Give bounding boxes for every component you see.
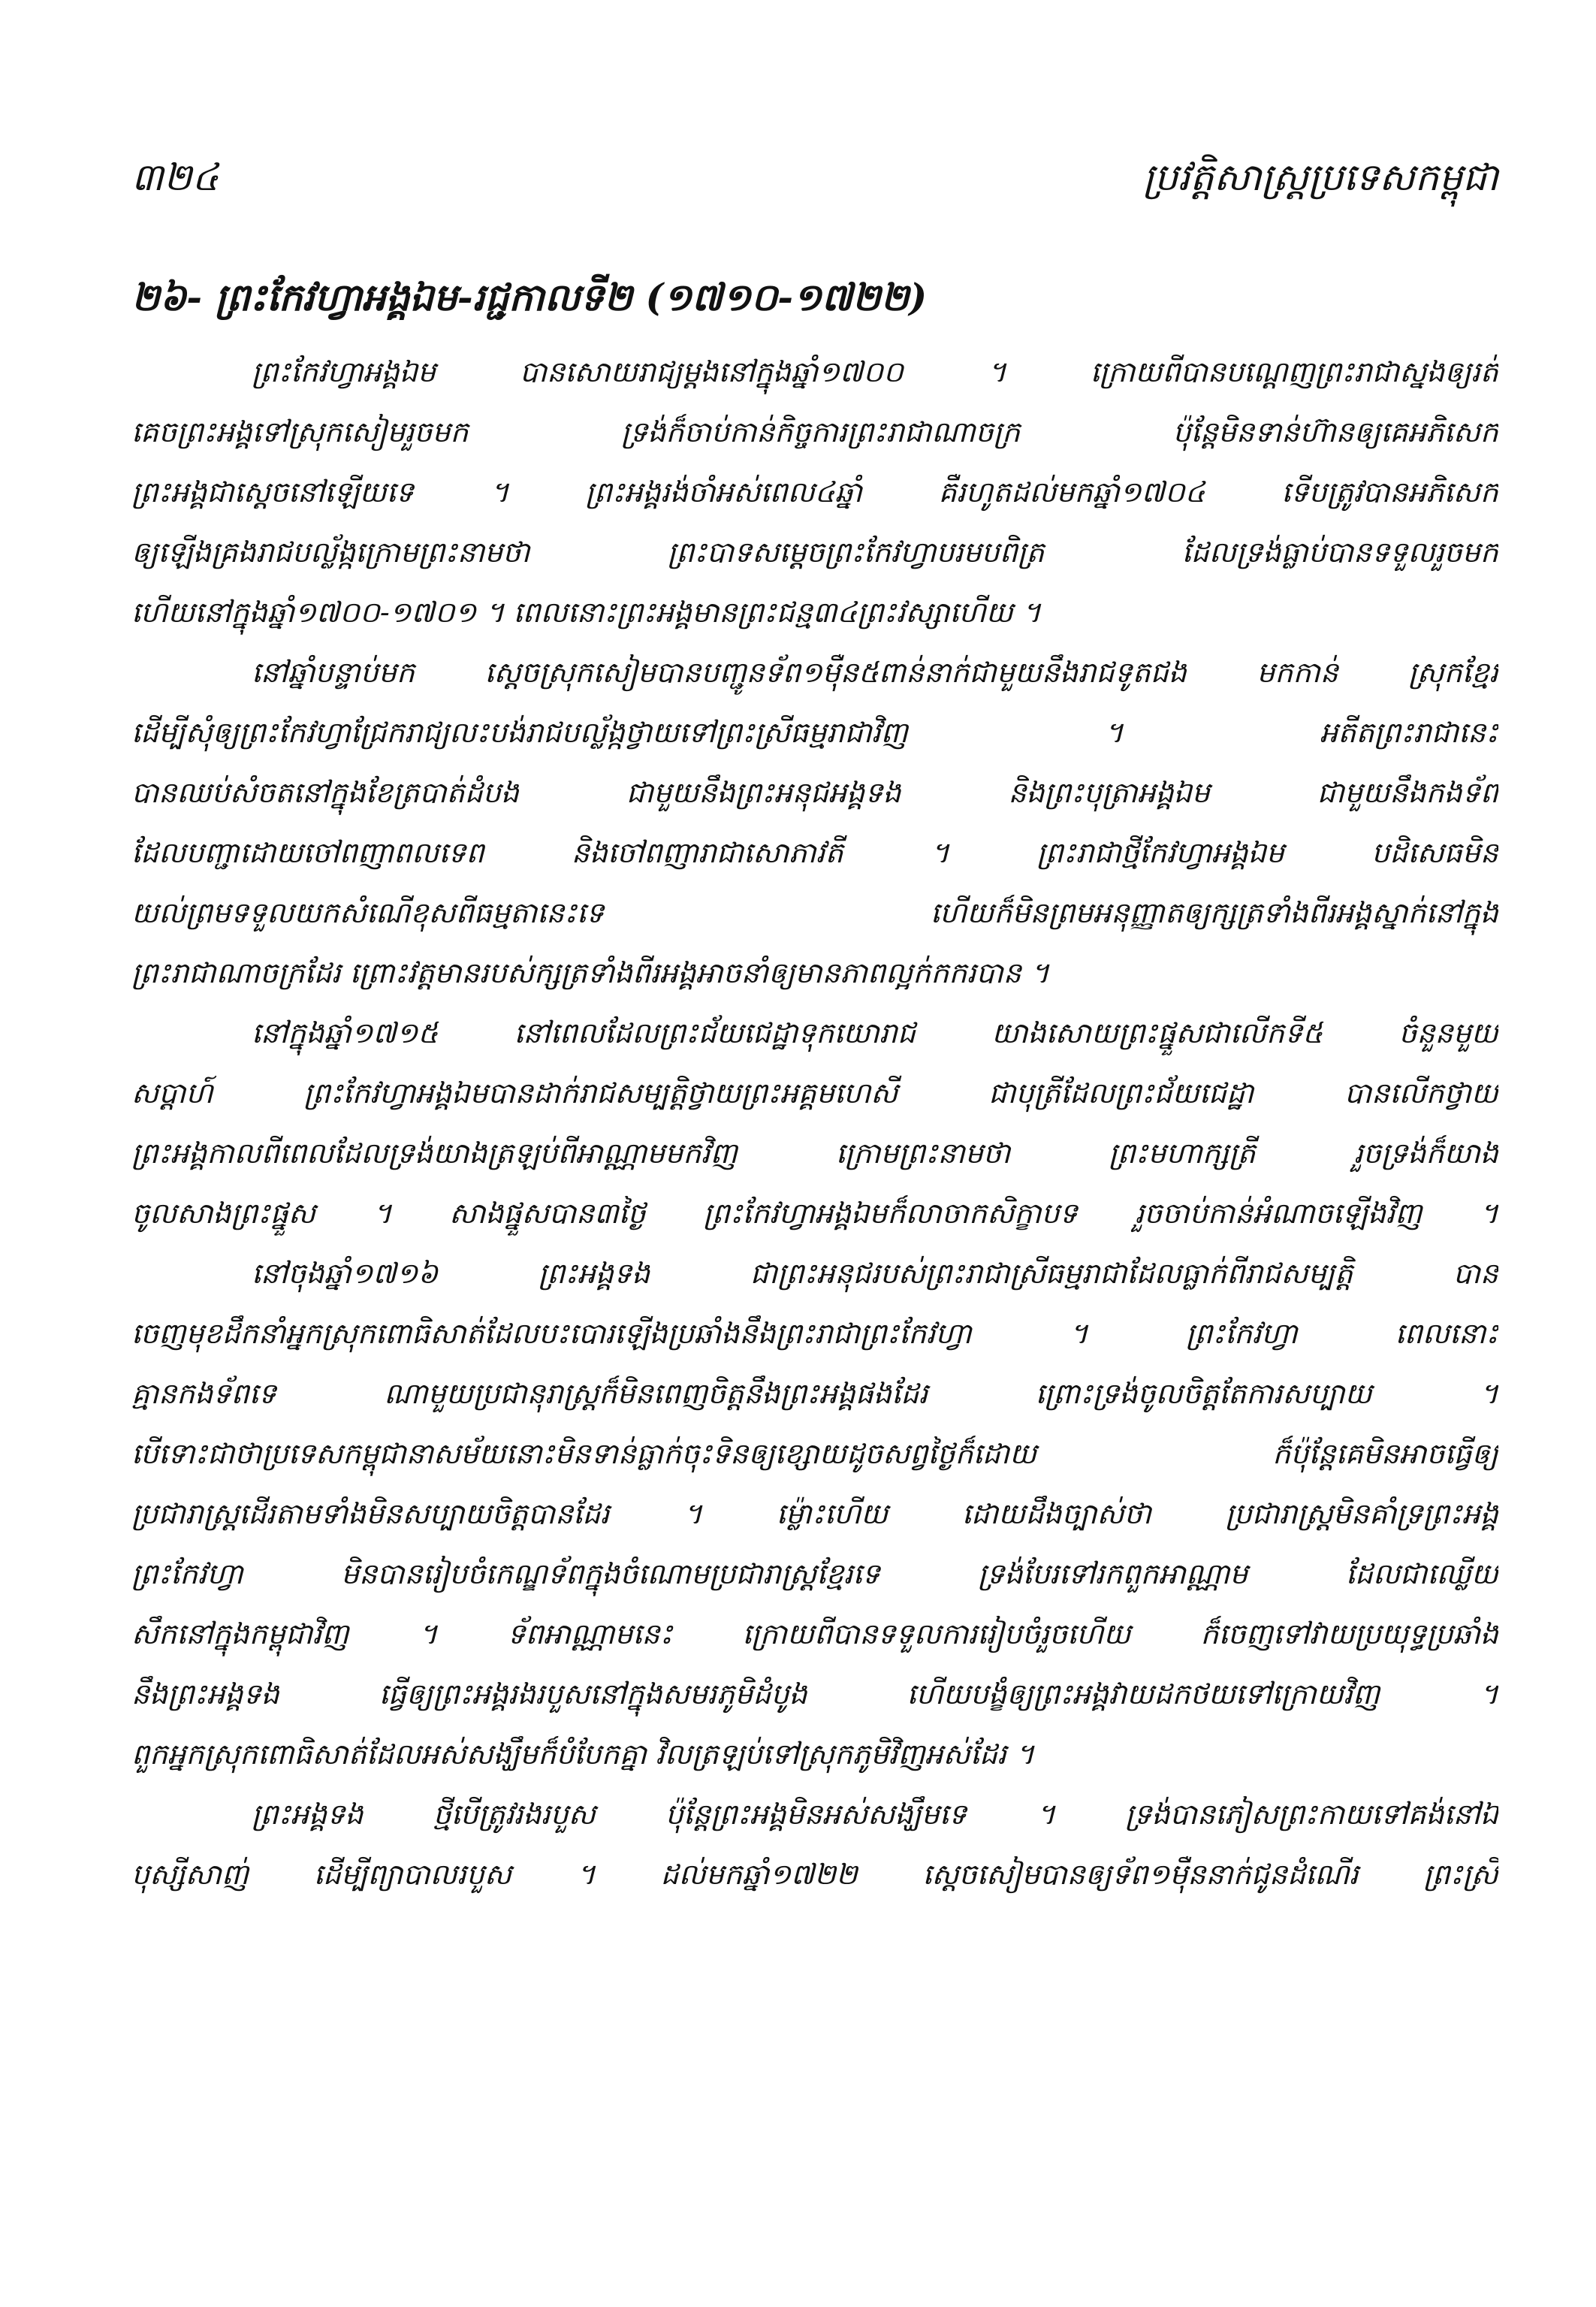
page-number: ៣២៤ [131,156,219,199]
text-line: នៅក្នុងឆ្នាំ១៧១៥ នៅពេលដែលព្រះជ័យជេដ្ឋាទុកយោរាជ យាងសោយព្រះផ្នួសជាលើកទី៥ ចំនួនមួយ [252,1016,1498,1049]
text-line: ចូលសាងព្រះផ្នួស ។ សាងផ្នួសបាន៣ថ្ងៃ ព្រះកែវហ្វាអង្គឯមក៏លាចាកសិក្ខាបទ រួចចាប់កាន់អំណាចឡើងវិញ ។ [131,1197,1498,1230]
text-line: សប្ដាហ៍ ព្រះកែវហ្វាអង្គឯមបានដាក់រាជសម្បត្តិថ្វាយព្រះអគ្គមហេសី ជាបុត្រីដែលព្រះជ័យជេដ្ឋា បានលើកថ្វាយ [131,1076,1498,1110]
text-line: ឲ្យឡើងគ្រងរាជបល្ល័ង្កក្រោមព្រះនាមថា ព្រះបាទសម្ដេចព្រះកែវហ្វាបរមបពិត្រ ដែលទ្រង់ធ្លាប់បានទទួលរួចមក [131,536,1498,569]
text-line: ព្រះកែវហ្វាអង្គឯម បានសោយរាជ្យម្ដងនៅក្នុងឆ្នាំ១៧០០ ។ ក្រោយពីបានបណ្ដេញព្រះរាជាស្នងឲ្យរត់ [252,355,1498,388]
text-line: ព្រះរាជាណាចក្រដែរ ព្រោះវត្តមានរបស់ក្សត្រទាំងពីរអង្គអាចនាំឲ្យមានភាពល្អក់កករបាន ។ [131,956,1050,989]
text-line: ពួកអ្នកស្រុកពោធិសាត់ដែលអស់សង្ឃឹមក៏បំបែកគ្នា វិលត្រឡប់ទៅស្រុកភូមិវិញអស់ដែរ ។ [131,1738,1035,1771]
text-line: នៅឆ្នាំបន្ទាប់មក ស្ដេចស្រុកសៀមបានបញ្ជូនទ័ព១ម៉ឺន៥ពាន់នាក់ជាមួយនឹងរាជទូតជង មកកាន់ ស្រុកខ្មែរ [252,656,1498,689]
book-title: ប្រវត្តិសាស្ត្រប្រទេសកម្ពុជា [1142,156,1498,199]
text-line: សឹកនៅក្នុងកម្ពុជាវិញ ។ ទ័ពអាណ្ណាមនេះ ក្រោយពីបានទទួលការរៀបចំរួចហើយ ក៏ចេញទៅវាយប្រយុទ្ធប្រឆាំង [131,1617,1498,1650]
text-line: ប្រជារាស្ត្រដើរតាមទាំងមិនសប្បាយចិត្តបានដែរ ។ ម្ល៉ោះហើយ ដោយដឹងច្បាស់ថា ប្រជារាស្ត្រមិនគាំទ្រព្រះអង្គ [131,1497,1498,1530]
text-line: បុស្សីសាញ់ ដើម្បីព្យាបាលរបួស ។ ដល់មកឆ្នាំ១៧២២ ស្ដេចសៀមបានឲ្យទ័ព១ម៉ឺននាក់ជូនដំណើរ ព្រះស្រី [131,1858,1498,1891]
running-header [131,154,1498,214]
text-line: បើទោះជាថាប្រទេសកម្ពុជានាសម័យនោះមិនទាន់ធ្លាក់ចុះទិនឲ្យខ្សោយដូចសព្វថ្ងៃក៏ដោយ ក៏ប៉ុន្តែគេមិនអាចធ្វើឲ្យ [131,1437,1498,1470]
text-line: ដែលបញ្ជាដោយចៅពញាពលទេព និងចៅពញារាជាសោភាវតី ។ ព្រះរាជាថ្មីកែវហ្វាអង្គឯម បដិសេធមិន [131,836,1498,869]
text-line: គេចព្រះអង្គទៅស្រុកសៀមរួចមក ទ្រង់ក៏ចាប់កាន់កិច្ចការព្រះរាជាណាចក្រ ប៉ុន្តែមិនទាន់ហ៊ានឲ្យគេអភិសេក [131,415,1498,448]
text-line: បានឈប់សំចតនៅក្នុងខែត្របាត់ដំបង ជាមួយនឹងព្រះអនុជអង្គទង និងព្រះបុត្រាអង្គឯម ជាមួយនឹងកងទ័ព [131,776,1498,809]
text-line: ព្រះអង្គកាលពីពេលដែលទ្រង់យាងត្រឡប់ពីអាណ្ណាមមកវិញ ក្រោមព្រះនាមថា ព្រះមហាក្សត្រី រួចទ្រង់ក៏យាង [131,1137,1498,1170]
text-line: ព្រះអង្គជាស្ដេចនៅឡើយទេ ។ ព្រះអង្គរង់ចាំអស់ពេល៤ឆ្នាំ គឺរហូតដល់មកឆ្នាំ១៧០៤ ទើបត្រូវបានអភិសេក [131,476,1498,509]
text-line: ចេញមុខដឹកនាំអ្នកស្រុកពោធិសាត់ដែលបះបោរឡើងប្រឆាំងនឹងព្រះរាជាព្រះកែវហ្វា ។ ព្រះកែវហ្វា ពេលនោះ [131,1317,1498,1350]
text-line: នឹងព្រះអង្គទង ធ្វើឲ្យព្រះអង្គរងរបួសនៅក្នុងសមរភូមិដំបូង ហើយបង្ខំឲ្យព្រះអង្គវាយដកថយទៅក្រោយវិញ ។ [131,1677,1498,1711]
text-line: គ្មានកងទ័ពទេ ណាមួយប្រជានុរាស្ត្រក៏មិនពេញចិត្តនឹងព្រះអង្គផងដែរ ព្រោះទ្រង់ចូលចិត្តតែការសប្បាយ ។ [131,1377,1498,1410]
text-line: យល់ព្រមទទួលយកសំណើខុសពីធម្មតានេះទេ ហើយក៏មិនព្រមអនុញ្ញាតឲ្យក្សត្រទាំងពីរអង្គស្នាក់នៅក្នុង [131,896,1498,929]
text-line: ហើយនៅក្នុងឆ្នាំ១៧០០-១៧០១ ។ ពេលនោះព្រះអង្គមានព្រះជន្ម៣៤ព្រះវស្សាហើយ ។ [131,596,1041,629]
text-line: នៅចុងឆ្នាំ១៧១៦ ព្រះអង្គទង ជាព្រះអនុជរបស់ព្រះរាជាស្រីធម្មរាជាដែលធ្លាក់ពីរាជសម្បត្តិ បាន [252,1257,1498,1290]
section-heading: ២៦- ព្រះកែវហ្វាអង្គឯម-រជ្ជកាលទី២ (១៧១០-១៧២២) [131,275,928,319]
body-text [131,342,1498,1904]
text-line: ព្រះអង្គទង ថ្មីបើត្រូវរងរបួស ប៉ុន្តែព្រះអង្គមិនអស់សង្ឃឹមទេ ។ ទ្រង់បានភៀសព្រះកាយទៅគង់នៅឯ [252,1798,1498,1831]
text-line: ដើម្បីសុំឲ្យព្រះកែវហ្វាជ្រែករាជ្យលះបង់រាជបល្ល័ង្កថ្វាយទៅព្រះស្រីធម្មរាជាវិញ ។ អតីតព្រះរាជានេះ [131,716,1498,749]
text-line: ព្រះកែវហ្វា មិនបានរៀបចំកេណ្ឌទ័ពក្នុងចំណោមប្រជារាស្ត្រខ្មែរទេ ទ្រង់បែរទៅរកពួកអាណ្ណាម ដែលជាឈ្លើយ [131,1557,1498,1590]
